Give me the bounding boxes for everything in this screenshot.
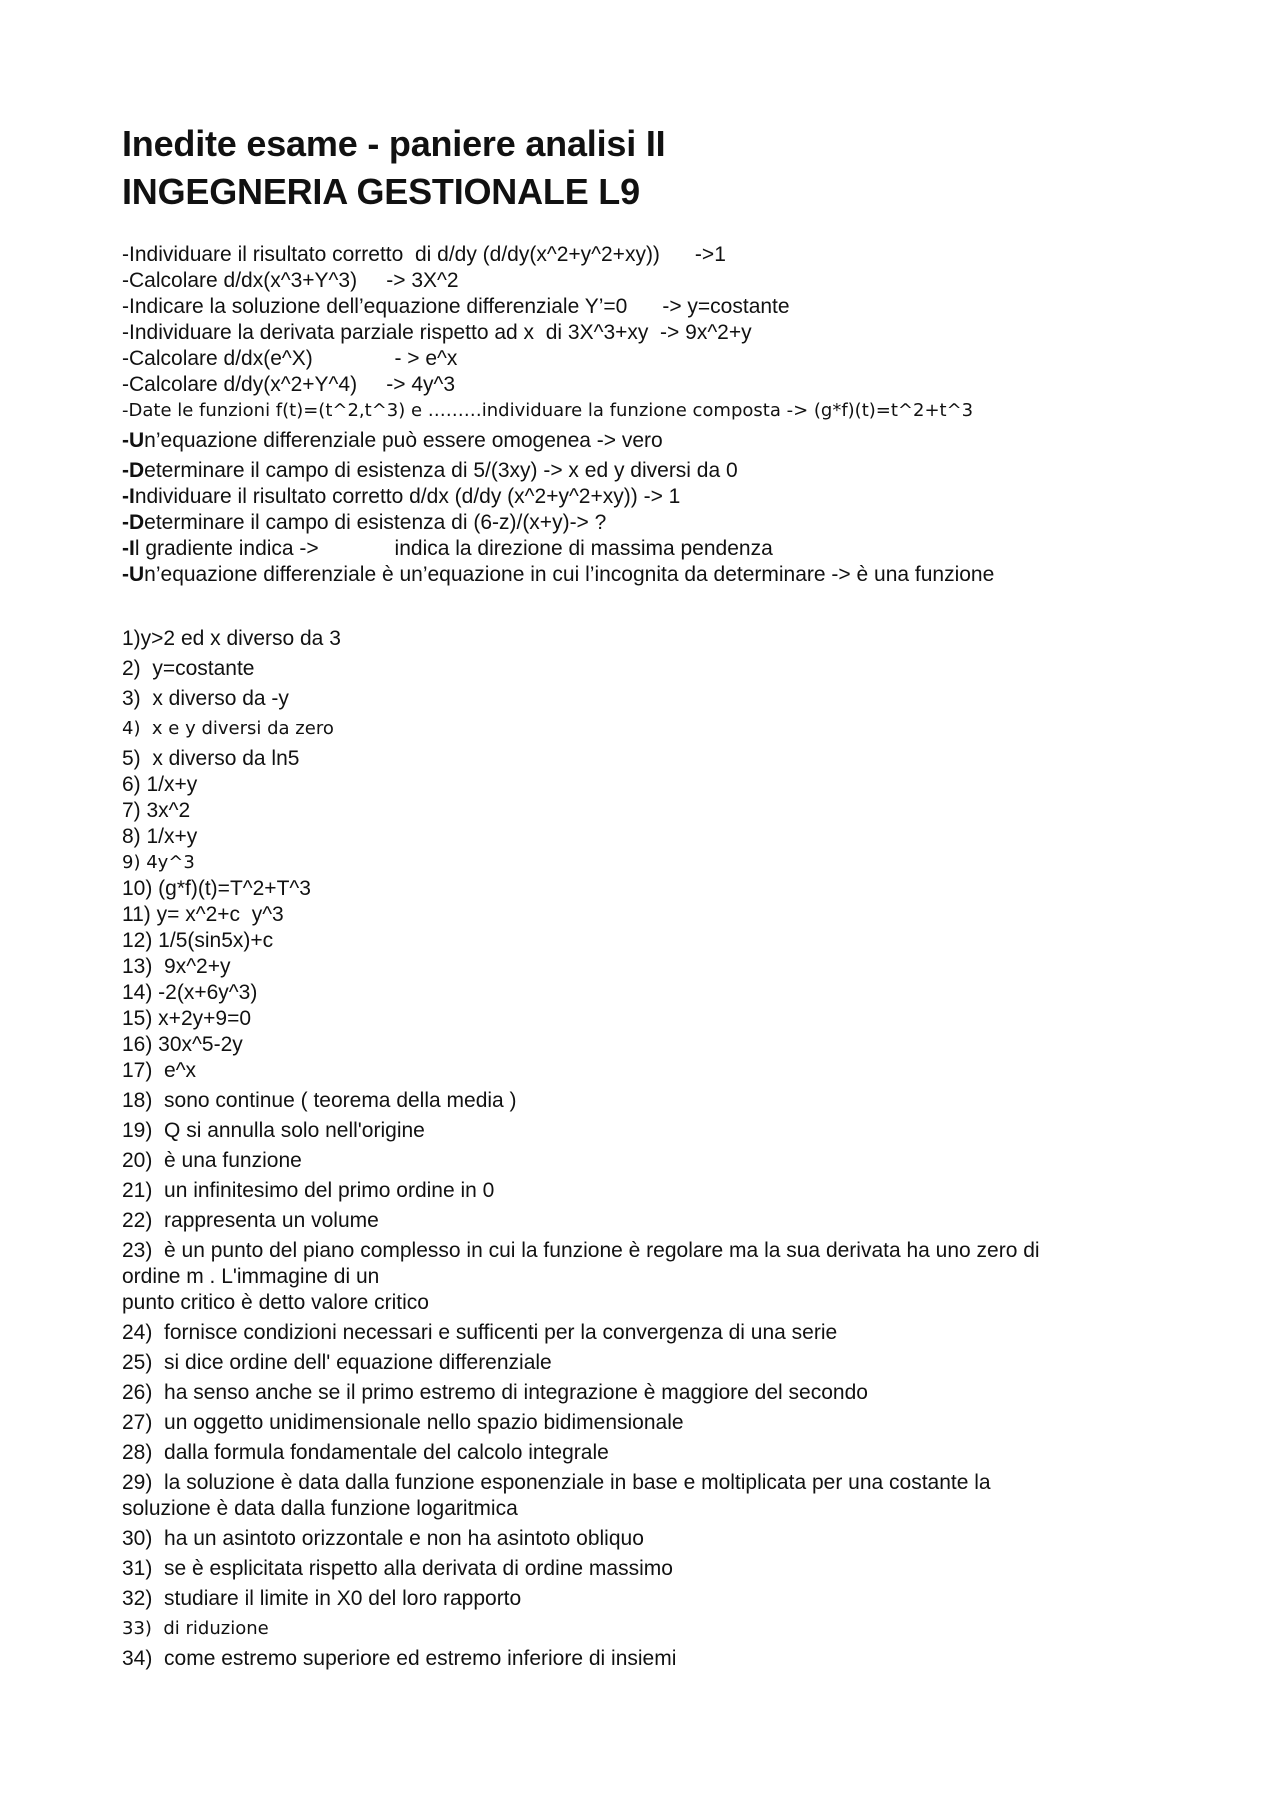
answer-item: 25) si dice ordine dell' equazione differenziale (122, 1351, 552, 1374)
answer-item: 22) rappresenta un volume (122, 1209, 379, 1232)
question-list (122, 242, 1202, 588)
answer-list (122, 626, 1192, 1672)
answer-item: 32) studiare il limite in X0 del loro rapporto (122, 1587, 522, 1610)
answer-item: 12) 1/5(sin5x)+c (122, 929, 274, 952)
answer-item: 5) x diverso da ln5 (122, 747, 300, 770)
question-item: -Date le funzioni f(t)=(t^2,t^3) e ………individuare la funzione composta -> (g*f)(t)=t^2+t^3 (122, 400, 974, 421)
question-item: -Indicare la soluzione dell’equazione differenziale Y’=0 -> y=costante (122, 295, 790, 318)
question-item: -Calcolare d/dy(x^2+Y^4) -> 4y^3 (122, 373, 456, 396)
answer-item: 18) sono continue ( teorema della media ) (122, 1089, 517, 1112)
answer-item: 9) 4y^3 (122, 852, 195, 873)
answer-item: 8) 1/x+y (122, 825, 198, 848)
title-line-2: INGEGNERIA GESTIONALE L9 (122, 171, 640, 212)
answer-item: 11) y= x^2+c y^3 (122, 903, 284, 926)
answer-item: 31) se è esplicitata rispetto alla derivata di ordine massimo (122, 1557, 673, 1580)
answer-item: 14) -2(x+6y^3) (122, 981, 258, 1004)
answer-item: 7) 3x^2 (122, 799, 191, 822)
answer-item: 23) è un punto del piano complesso in cui la funzione è regolare ma la sua derivata ha uno zero di ordine m . L'immagine di un punto critico è detto valore critico (122, 1239, 1040, 1314)
answer-item: 29) la soluzione è data dalla funzione esponenziale in base e moltiplicata per una costante la soluzione è data dalla funzione logaritmica (122, 1471, 991, 1520)
answer-item: 28) dalla formula fondamentale del calcolo integrale (122, 1441, 609, 1464)
question-item: -Il gradiente indica -> indica la direzione di massima pendenza (122, 537, 773, 560)
question-item: -Individuare il risultato corretto d/dx (d/dy (x^2+y^2+xy)) -> 1 (122, 485, 681, 508)
answer-item: 24) fornisce condizioni necessari e sufficenti per la convergenza di una serie (122, 1321, 838, 1344)
answer-item: 30) ha un asintoto orizzontale e non ha asintoto obliquo (122, 1527, 644, 1550)
answer-item: 3) x diverso da -y (122, 687, 289, 710)
answer-item: 16) 30x^5-2y (122, 1033, 243, 1056)
answer-item: 34) come estremo superiore ed estremo inferiore di insiemi (122, 1647, 677, 1670)
answer-item: 10) (g*f)(t)=T^2+T^3 (122, 877, 311, 900)
answer-item: 21) un infinitesimo del primo ordine in 0 (122, 1179, 495, 1202)
answer-item: 17) e^x (122, 1059, 197, 1082)
question-item: -Individuare la derivata parziale rispetto ad x di 3X^3+xy -> 9x^2+y (122, 321, 752, 344)
question-item: -Determinare il campo di esistenza di (6-z)/(x+y)-> ? (122, 511, 607, 534)
page-title (122, 120, 665, 216)
answer-item: 19) Q si annulla solo nell'origine (122, 1119, 425, 1142)
title-line-1: Inedite esame - paniere analisi II (122, 123, 666, 164)
answer-item: 2) y=costante (122, 657, 255, 680)
answer-item: 20) è una funzione (122, 1149, 302, 1172)
answer-item: 13) 9x^2+y (122, 955, 231, 978)
answer-item: 4) x e y diversi da zero (122, 718, 334, 739)
question-item: -Un’equazione differenziale è un’equazione in cui l’incognita da determinare -> è una funzione (122, 563, 995, 586)
answer-item: 15) x+2y+9=0 (122, 1007, 252, 1030)
answer-item: 27) un oggetto unidimensionale nello spazio bidimensionale (122, 1411, 684, 1434)
answer-item: 33) di riduzione (122, 1618, 269, 1639)
question-item: -Determinare il campo di esistenza di 5/(3xy) -> x ed y diversi da 0 (122, 459, 738, 482)
question-item: -Calcolare d/dx(e^X) - > e^x (122, 347, 458, 370)
answer-item: 26) ha senso anche se il primo estremo di integrazione è maggiore del secondo (122, 1381, 868, 1404)
question-item: -Un’equazione differenziale può essere omogenea -> vero (122, 429, 663, 452)
answer-item: 1)y>2 ed x diverso da 3 (122, 627, 341, 650)
answer-item: 6) 1/x+y (122, 773, 198, 796)
question-item: -Calcolare d/dx(x^3+Y^3) -> 3X^2 (122, 269, 459, 292)
question-item: -Individuare il risultato corretto di d/dy (d/dy(x^2+y^2+xy)) ->1 (122, 243, 726, 266)
